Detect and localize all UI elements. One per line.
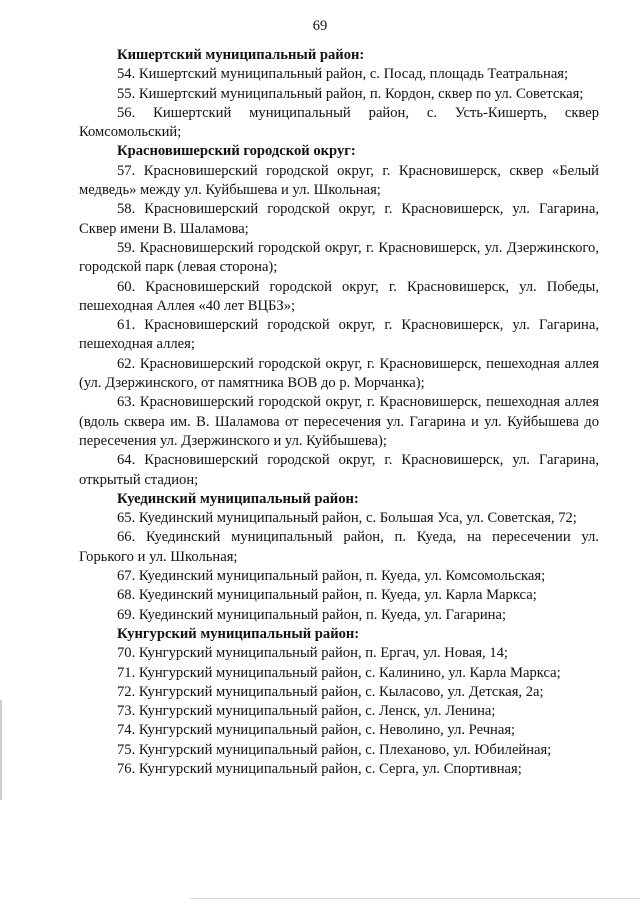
list-item: 59. Красновишерский городской округ, г. Красновишерск, ул. Дзержинского, городской парк (левая сторона); xyxy=(79,239,599,276)
list-item: 60. Красновишерский городской округ, г. Красновишерск, ул. Победы, пешеходная Аллея «40 лет ВЦБЗ»; xyxy=(79,278,599,314)
list-item: 67. Куединский муниципальный район, п. Куеда, ул. Комсомольская; xyxy=(117,568,546,585)
list-item: 68. Куединский муниципальный район, п. Куеда, ул. Карла Маркса; xyxy=(117,587,537,604)
list-item: 63. Красновишерский городской округ, г. Красновишерск, пешеходная аллея (вдоль сквера им. В. Шаламова от пересечения ул. Гагарина и ул. Куйбышева до пересечения ул. Дзержинского и ул. Куйбышева); xyxy=(79,394,599,449)
district-heading: Красновишерский городской округ: xyxy=(117,143,356,160)
list-item: 61. Красновишерский городской округ, г. Красновишерск, ул. Гагарина, пешеходная аллея; xyxy=(79,317,599,353)
list-item: 66. Куединский муниципальный район, п. Куеда, на пересечении ул. Горького и ул. Школьная; xyxy=(79,529,599,565)
list-item: 56. Кишертский муниципальный район, с. Усть-Кишерть, сквер Комсомольский; xyxy=(79,104,599,141)
list-item: 54. Кишертский муниципальный район, с. Посад, площадь Театральная; xyxy=(117,66,569,83)
list-item: 75. Кунгурский муниципальный район, с. Плеханово, ул. Юбилейная; xyxy=(117,741,552,758)
list-item: 57. Красновишерский городской округ, г. Красновишерск, сквер «Белый медведь» между ул. Куйбышева и ул. Школьная; xyxy=(79,162,599,199)
list-item: 70. Кунгурский муниципальный район, п. Ергач, ул. Новая, 14; xyxy=(117,645,508,662)
list-item: 65. Куединский муниципальный район, с. Большая Уса, ул. Советская, 72; xyxy=(117,510,577,527)
list-item: 73. Кунгурский муниципальный район, с. Ленск, ул. Ленина; xyxy=(117,703,496,720)
district-heading: Куединский муниципальный район: xyxy=(117,490,359,507)
scan-edge-line xyxy=(190,898,640,899)
scan-edge-mark xyxy=(0,700,2,800)
list-item: 71. Кунгурский муниципальный район, с. Калинино, ул. Карла Маркса; xyxy=(117,664,561,681)
list-item: 55. Кишертский муниципальный район, п. Кордон, сквер по ул. Советская; xyxy=(117,85,584,102)
list-item: 69. Куединский муниципальный район, п. Куеда, ул. Гагарина; xyxy=(117,606,507,623)
list-item: 58. Красновишерский городской округ, г. Красновишерск, ул. Гагарина, Сквер имени В. Шаламова; xyxy=(79,201,599,237)
page-number: 69 xyxy=(312,18,328,34)
district-heading: Кишертский муниципальный район: xyxy=(117,47,365,63)
list-item: 74. Кунгурский муниципальный район, с. Неволино, ул. Речная; xyxy=(117,722,516,739)
list-item: 62. Красновишерский городской округ, г. Красновишерск, пешеходная аллея (ул. Дзержинского, от памятника ВОВ до р. Морчанка); xyxy=(79,355,599,392)
district-heading: Кунгурский муниципальный район: xyxy=(117,625,360,642)
list-item: 72. Кунгурский муниципальный район, с. Кыласово, ул. Детская, 2а; xyxy=(117,683,544,700)
list-item: 76. Кунгурский муниципальный район, с. Серга, ул. Спортивная; xyxy=(117,760,522,777)
list-item: 64. Красновишерский городской округ, г. Красновишерск, ул. Гагарина, открытый стадион; xyxy=(79,452,599,488)
document-body xyxy=(79,46,599,779)
